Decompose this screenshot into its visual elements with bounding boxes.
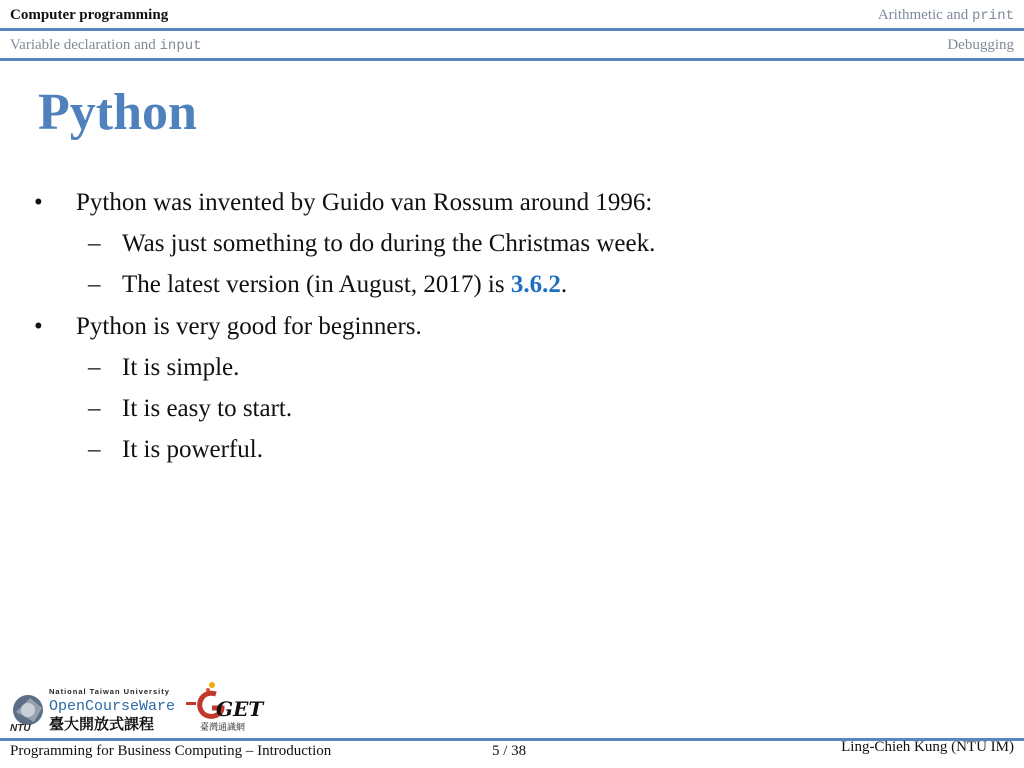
slide-title: Python bbox=[38, 84, 197, 141]
nav-subsection-variable-input[interactable] bbox=[10, 37, 202, 54]
sub-bullet-text-suffix: . bbox=[560, 271, 568, 298]
bullet-marker: • bbox=[34, 313, 43, 340]
nav-section-print-code: print bbox=[971, 7, 1014, 24]
nav-subsection-debugging[interactable]: Debugging bbox=[947, 36, 1014, 53]
sub-bullet-marker: – bbox=[88, 271, 101, 298]
bullet-item bbox=[34, 307, 422, 347]
ntu-abbrev-text: NTU bbox=[10, 723, 31, 734]
sub-bullet-item bbox=[88, 348, 240, 388]
ntu-chinese-text: 臺大開放式課程 bbox=[49, 715, 155, 733]
sub-bullet-item bbox=[88, 430, 263, 470]
footer-course-title: Programming for Business Computing – Introduction bbox=[10, 743, 332, 759]
sub-bullet-text: It is simple. bbox=[122, 354, 240, 381]
nav-section-arithmetic-label: Arithmetic and bbox=[877, 6, 972, 23]
nav-section-current[interactable]: Computer programming bbox=[10, 6, 169, 23]
sub-bullet-marker: – bbox=[88, 395, 101, 422]
get-chinese-text: 臺灣通識網 bbox=[200, 723, 246, 733]
sub-bullet-item bbox=[88, 224, 656, 264]
header-row-sections bbox=[10, 3, 1014, 27]
header-row-subsections bbox=[10, 33, 1014, 57]
bullet-item bbox=[34, 183, 653, 223]
header-rule-2 bbox=[0, 58, 1024, 61]
ntu-university-text: National Taiwan University bbox=[49, 687, 170, 696]
get-text: GET bbox=[216, 697, 264, 721]
ntu-opencourseware-logo bbox=[8, 684, 184, 734]
sub-bullet-item bbox=[88, 265, 568, 305]
bullet-text: Python was invented by Guido van Rossum around 1996: bbox=[76, 189, 653, 216]
header-rule-1 bbox=[0, 28, 1024, 31]
get-sun-icon bbox=[209, 682, 215, 688]
footer-page-number: 5 / 38 bbox=[492, 743, 527, 759]
sub-bullet-marker: – bbox=[88, 230, 101, 257]
footer bbox=[10, 739, 1014, 765]
bullet-marker: • bbox=[34, 189, 43, 216]
nav-subsection-input-code: input bbox=[159, 37, 202, 54]
ntu-seal-icon bbox=[13, 695, 43, 725]
sub-bullet-text: It is powerful. bbox=[122, 436, 263, 463]
sub-bullet-item bbox=[88, 389, 293, 429]
footer-author: Ling-Chieh Kung (NTU IM) bbox=[841, 739, 1014, 755]
ntu-ocw-text: OpenCourseWare bbox=[49, 698, 176, 715]
nav-section-arithmetic-print[interactable] bbox=[878, 7, 1014, 24]
sub-bullet-marker: – bbox=[88, 436, 101, 463]
sub-bullet-text: It is easy to start. bbox=[122, 395, 293, 422]
sub-bullet-marker: – bbox=[88, 354, 101, 381]
get-dash-icon bbox=[186, 702, 196, 705]
sub-bullet-text: Was just something to do during the Christmas week. bbox=[122, 230, 656, 257]
nav-subsection-variable-label: Variable declaration and bbox=[10, 36, 160, 53]
version-highlight: 3.6.2 bbox=[510, 271, 561, 298]
bullet-text: Python is very good for beginners. bbox=[76, 313, 422, 340]
get-logo bbox=[186, 680, 264, 736]
sub-bullet-text-prefix: The latest version (in August, 2017) is bbox=[122, 271, 511, 298]
